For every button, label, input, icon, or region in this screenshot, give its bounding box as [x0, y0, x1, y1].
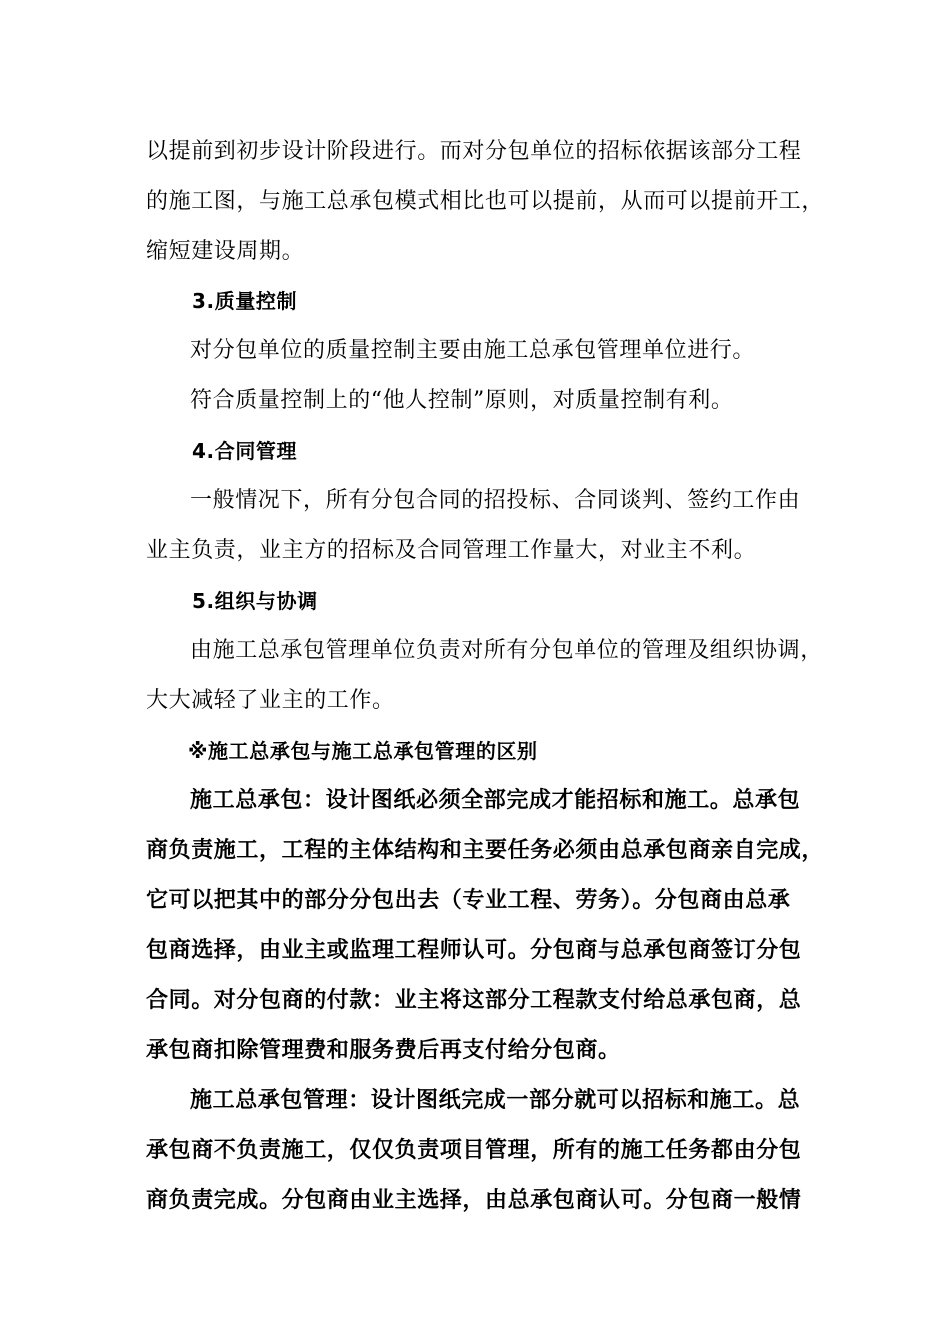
paragraph-line: 以提前到初步设计阶段进行。而对分包单位的招标依据该部分工程: [146, 139, 802, 164]
paragraph-line-bold: 商负责完成。分包商由业主选择，由总承包商认可。分包商一般情: [146, 1188, 802, 1213]
paragraph-line: 一般情况下，所有分包合同的招投标、合同谈判、签约工作由: [190, 488, 801, 513]
paragraph-line-bold: 施工总承包：设计图纸必须全部完成才能招标和施工。总承包: [190, 788, 801, 813]
paragraph-line: 缩短建设周期。: [146, 239, 305, 264]
paragraph-line-bold: 它可以把其中的部分分包出去（专业工程、劳务）。分包商由总承: [146, 888, 791, 913]
paragraph-line-bold: 合同。对分包商的付款：业主将这部分工程款支付给总承包商，总: [146, 988, 802, 1013]
paragraph-line-bold: 承包商不负责施工，仅仅负责项目管理，所有的施工任务都由分包: [146, 1138, 802, 1163]
section-heading-organization-coordination: 5.组织与协调: [192, 589, 318, 613]
paragraph-line-bold: 承包商扣除管理费和服务费后再支付给分包商。: [146, 1038, 621, 1063]
paragraph-line-bold: 包商选择，由业主或监理工程师认可。分包商与总承包商签订分包: [146, 938, 802, 963]
paragraph-line-bold: 商负责施工，工程的主体结构和主要任务必须由总承包商亲自完成，: [146, 838, 825, 863]
paragraph-line: 符合质量控制上的“他人控制”原则，对质量控制有利。: [190, 388, 734, 413]
paragraph-line-bold: 施工总承包管理：设计图纸完成一部分就可以招标和施工。总: [190, 1088, 801, 1113]
paragraph-line: 对分包单位的质量控制主要由施工总承包管理单位进行。: [190, 338, 756, 363]
section-heading-contract-management: 4.合同管理: [192, 439, 298, 463]
paragraph-line: 业主负责，业主方的招标及合同管理工作量大，对业主不利。: [146, 538, 757, 563]
paragraph-line: 的施工图，与施工总承包模式相比也可以提前，从而可以提前开工，: [146, 189, 825, 214]
section-heading-quality-control: 3.质量控制: [192, 289, 298, 313]
paragraph-line: 由施工总承包管理单位负责对所有分包单位的管理及组织协调，: [190, 638, 823, 663]
paragraph-line: 大大减轻了业主的工作。: [146, 688, 395, 713]
difference-heading: ※施工总承包与施工总承包管理的区别: [188, 739, 538, 763]
